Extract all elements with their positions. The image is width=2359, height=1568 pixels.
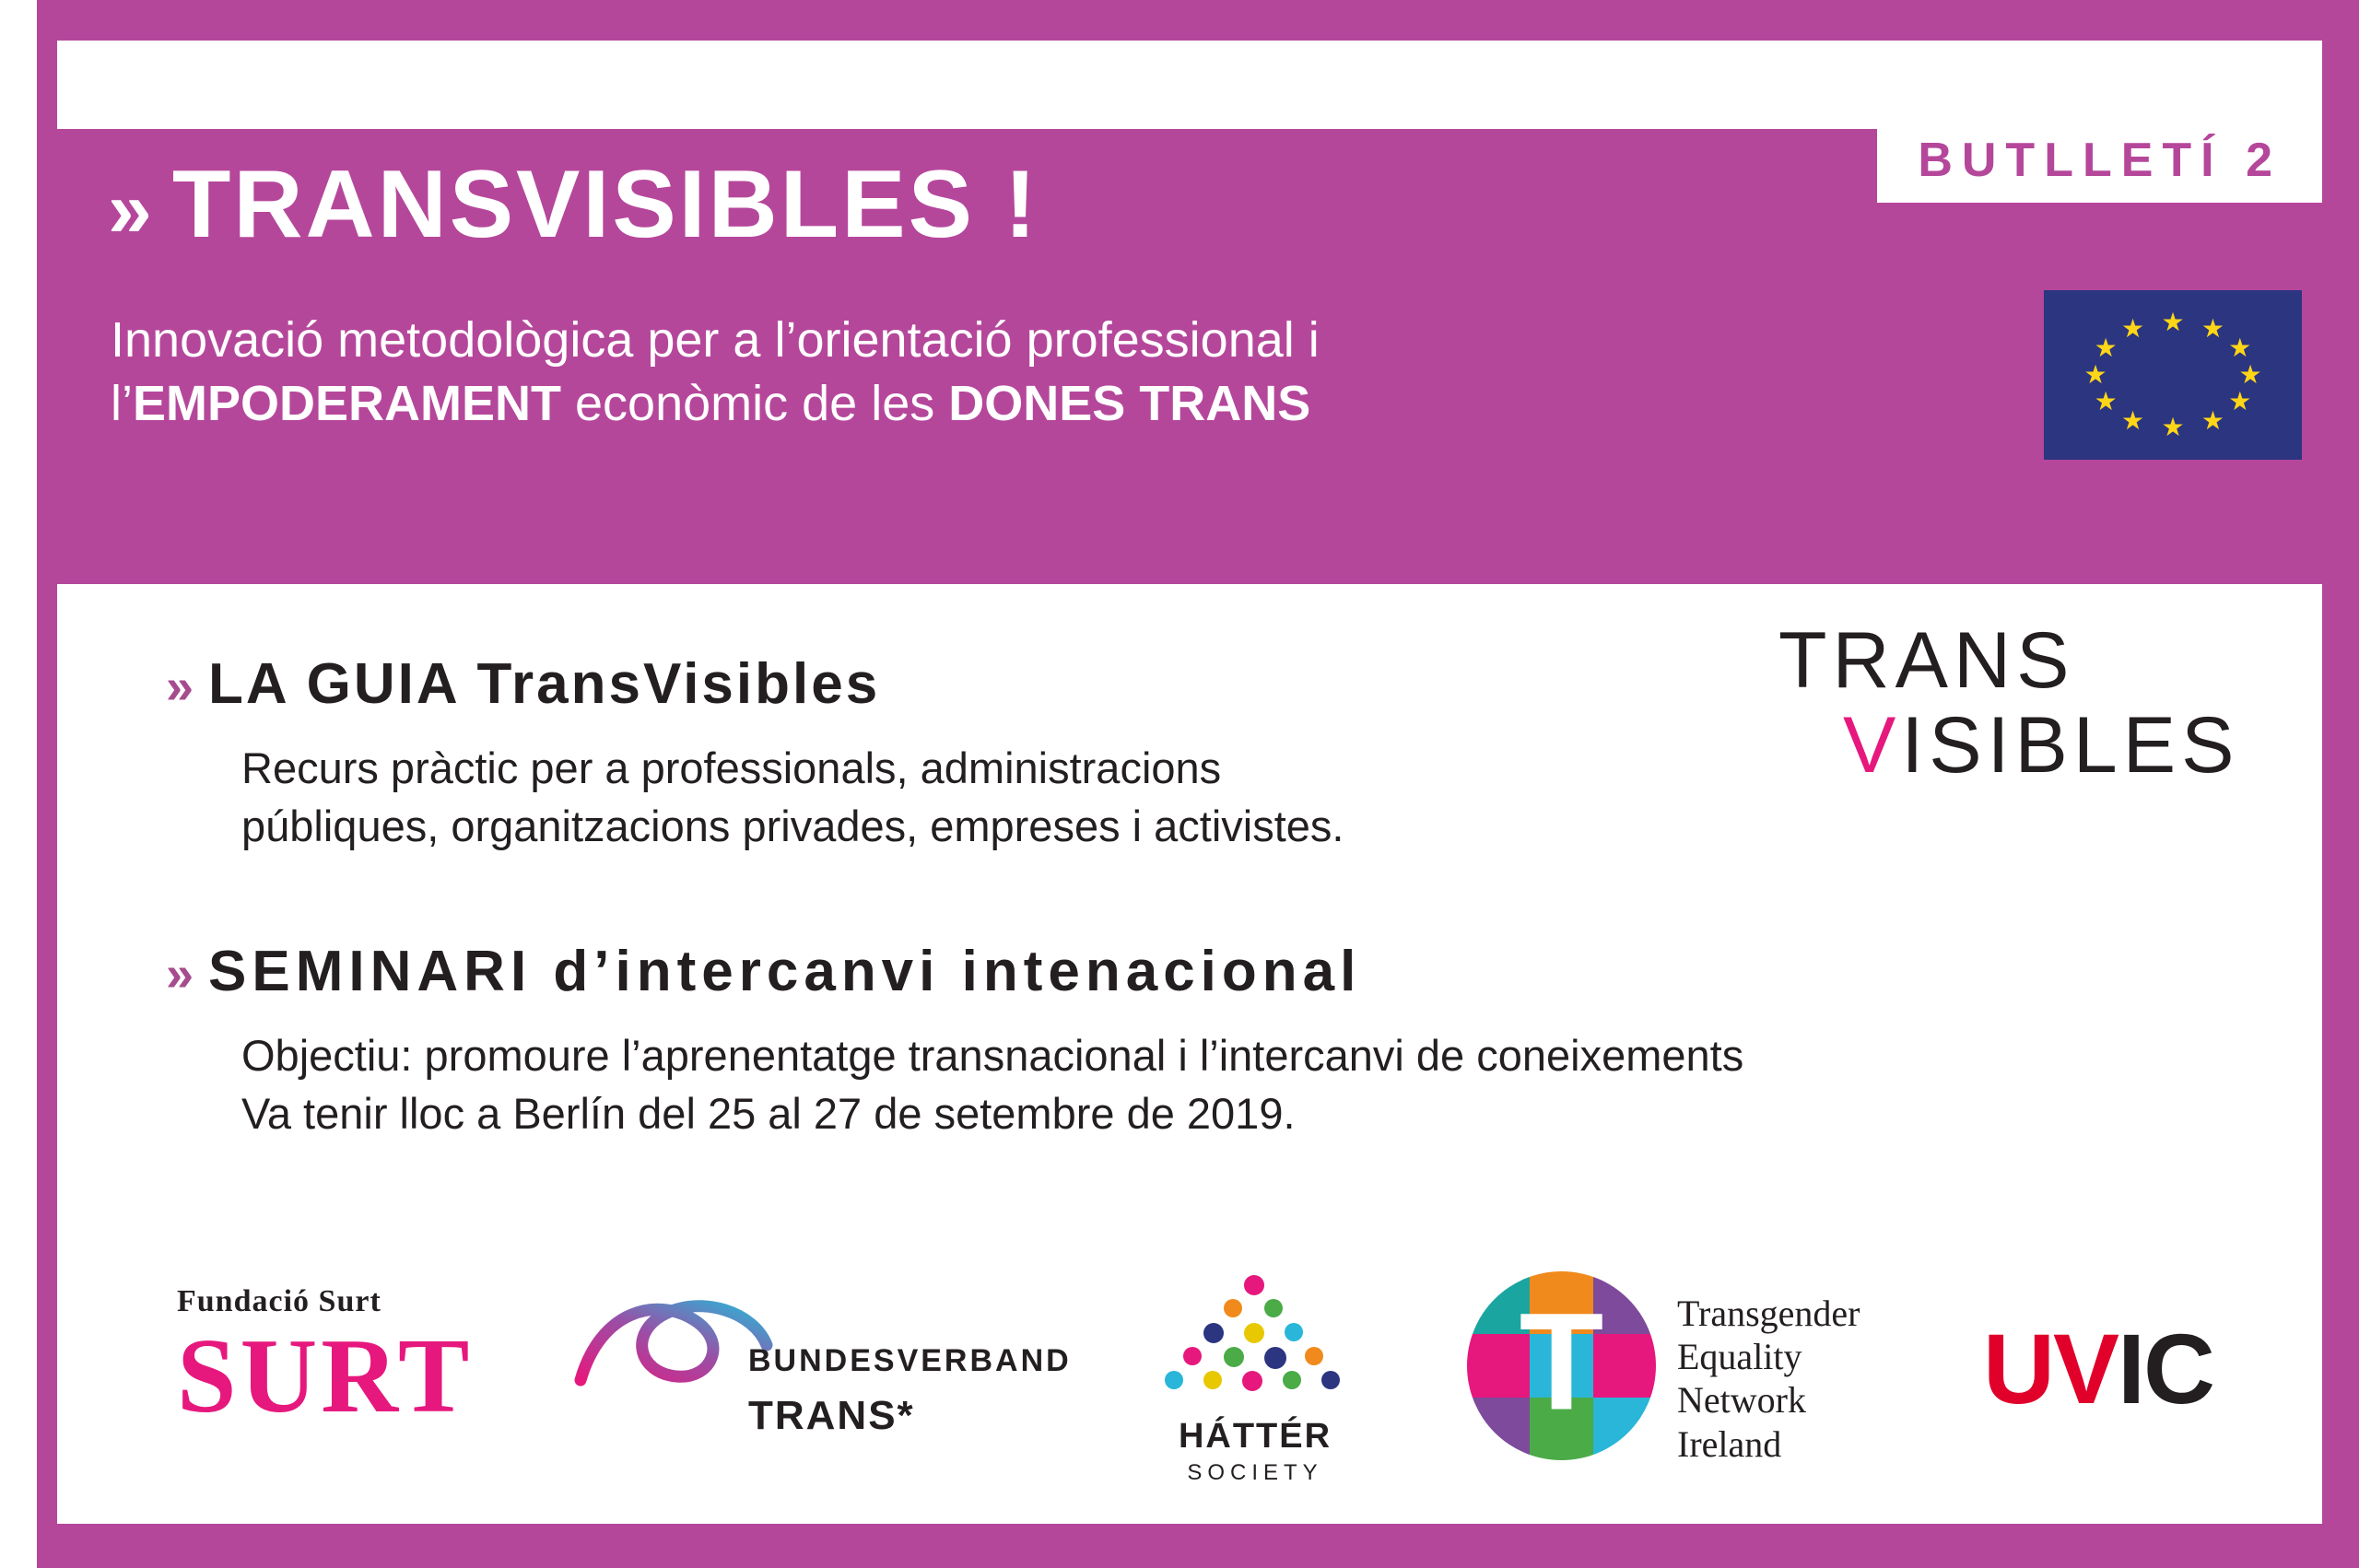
teni-line3: Network bbox=[1677, 1379, 1806, 1422]
section-guia-body-line1: Recurs pràctic per a professionals, administracions bbox=[241, 743, 1222, 792]
issue-badge-label: BUTLLETÍ 2 bbox=[1918, 134, 2282, 187]
hatter-triangle-icon bbox=[1163, 1275, 1347, 1413]
chevron-icon: » bbox=[166, 946, 194, 1001]
section-seminari-heading bbox=[57, 940, 2322, 1003]
partner-logos bbox=[57, 1266, 2322, 1505]
page-title: TRANSVISIBLES ! bbox=[171, 151, 1039, 258]
transvisibles-logo-accent: V bbox=[1843, 701, 1902, 790]
eu-star: ★ bbox=[2238, 360, 2262, 389]
eu-star: ★ bbox=[2083, 360, 2107, 389]
eu-star: ★ bbox=[2161, 307, 2185, 336]
european-union-flag-icon bbox=[2044, 290, 2302, 460]
teni-mark-icon bbox=[1467, 1271, 1656, 1460]
header-band bbox=[57, 129, 2322, 584]
subtitle-line-2-prefix: l’ bbox=[111, 376, 133, 432]
partner-logo-surt bbox=[177, 1284, 481, 1435]
eu-star: ★ bbox=[2201, 405, 2224, 435]
eu-star: ★ bbox=[2228, 387, 2252, 416]
bundesverband-swoosh-icon bbox=[573, 1292, 776, 1393]
bundesverband-line2: TRANS* bbox=[748, 1393, 915, 1438]
eu-star: ★ bbox=[2094, 333, 2118, 362]
section-guia-title: LA GUIA TransVisibles bbox=[208, 652, 881, 716]
eu-star: ★ bbox=[2121, 405, 2145, 435]
page-subtitle bbox=[111, 309, 1926, 436]
subtitle-line-1: Innovació metodològica per a l’orientació professional i bbox=[111, 312, 1320, 368]
bundesverband-line1: BUNDESVERBAND bbox=[748, 1343, 1072, 1378]
partner-logo-uvic bbox=[1983, 1313, 2214, 1424]
eu-star: ★ bbox=[2121, 314, 2145, 344]
section-seminari bbox=[57, 940, 2322, 1143]
section-seminari-title: SEMINARI d’intercanvi intenacional bbox=[208, 940, 1362, 1003]
surt-tagline: Fundació Surt bbox=[177, 1284, 381, 1318]
section-seminari-body bbox=[57, 1026, 2322, 1143]
uvic-wordmark bbox=[1983, 1313, 2214, 1424]
transvisibles-logo-rest: ISIBLES bbox=[1901, 701, 2240, 790]
content-card bbox=[57, 584, 2322, 1524]
teni-line2: Equality bbox=[1677, 1336, 1802, 1378]
transvisibles-logo-line1: TRANS bbox=[1778, 616, 2075, 705]
section-guia-heading bbox=[57, 652, 2322, 716]
section-guia-body-line2: públiques, organitzacions privades, empreses i activistes. bbox=[241, 802, 1344, 851]
uvic-wordmark-part1: UV bbox=[1983, 1313, 2118, 1424]
chevron-icon: » bbox=[166, 659, 194, 714]
eu-star: ★ bbox=[2228, 333, 2252, 362]
top-white-strip bbox=[57, 41, 2322, 129]
hatter-line2: SOCIETY bbox=[1187, 1460, 1323, 1485]
teni-name bbox=[1677, 1292, 1860, 1466]
surt-wordmark: SURT bbox=[177, 1317, 474, 1435]
hatter-line1: HÁTTÉR bbox=[1178, 1417, 1332, 1456]
eu-star: ★ bbox=[2161, 413, 2185, 442]
section-guia-body bbox=[57, 739, 2322, 856]
section-seminari-body-line1: Objectiu: promoure l’aprenentatge transnacional i l’intercanvi de coneixements bbox=[241, 1031, 1744, 1080]
chevron-icon: » bbox=[108, 166, 150, 254]
uvic-wordmark-part2: IC bbox=[2118, 1313, 2214, 1424]
subtitle-line-2-bold-2: DONES TRANS bbox=[948, 376, 1311, 432]
section-guia bbox=[57, 652, 2322, 856]
subtitle-line-2-middle: econòmic de les bbox=[561, 376, 949, 432]
teni-line4: Ireland bbox=[1677, 1422, 1782, 1465]
teni-line1: Transgender bbox=[1677, 1293, 1860, 1334]
title-row bbox=[108, 151, 1039, 258]
eu-star: ★ bbox=[2201, 314, 2224, 344]
section-seminari-body-line2: Va tenir lloc a Berlín del 25 al 27 de setembre de 2019. bbox=[241, 1089, 1296, 1139]
teni-letter: T bbox=[1519, 1283, 1604, 1439]
subtitle-line-2-bold-1: EMPODERAMENT bbox=[133, 376, 562, 432]
partner-logo-hatter-society bbox=[1149, 1275, 1361, 1486]
issue-badge bbox=[1877, 120, 2322, 203]
eu-star: ★ bbox=[2094, 387, 2118, 416]
